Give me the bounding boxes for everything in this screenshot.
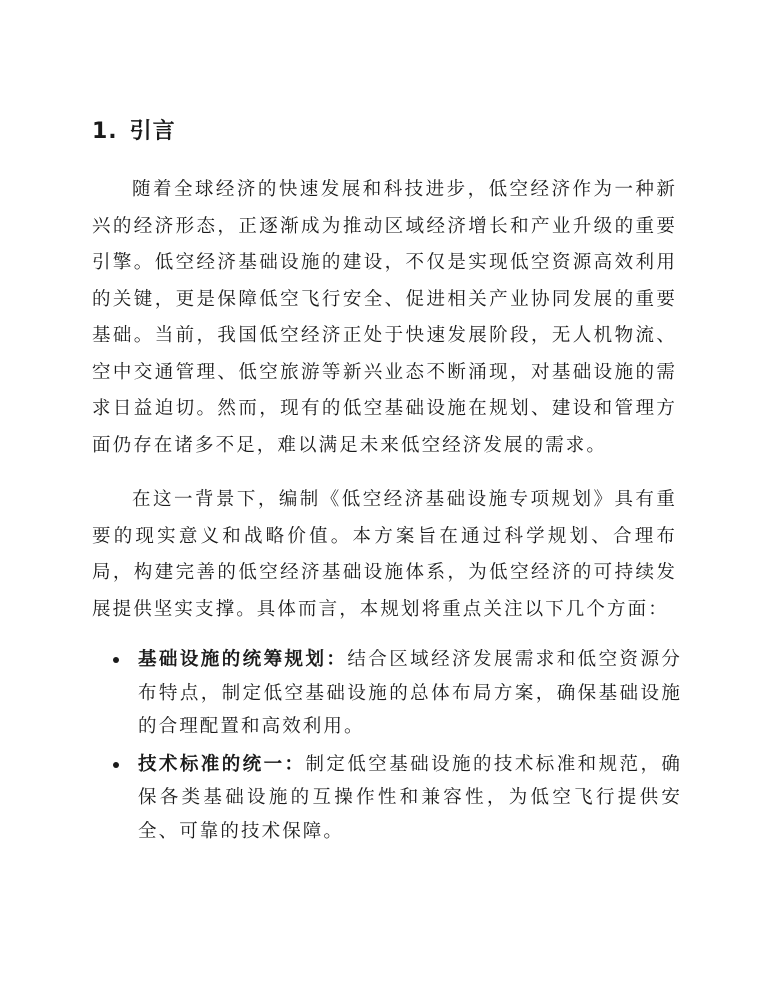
section-title: 引言 [129, 119, 176, 144]
paragraph-background: 在这一背景下，编制《低空经济基础设施专项规划》具有重要的现实意义和战略价值。本方案旨在通过科学规划、合理布局，构建完善的低空经济基础设施体系，为低空经济的可持续发展提供坚实支撑。具体而言，本规划将重点关注以下几个方面： [92, 489, 677, 620]
bullet-text: 制定低空基础设施的技术标准和规范，确保各类基础设施的互操作性和兼容性，为低空飞行提供安全、可靠的技术保障。 [138, 753, 682, 842]
focus-areas-list [92, 643, 682, 852]
bullet-title: 基础设施的统筹规划： [138, 649, 348, 670]
bullet-icon [113, 762, 119, 768]
bullet-title: 技术标准的统一： [138, 753, 306, 775]
bullet-text: 结合区域经济发展需求和低空资源分布特点，制定低空基础设施的总体布局方案，确保基础设施的合理配置和高效利用。 [138, 649, 682, 737]
section-number: 1. [92, 119, 118, 144]
section-heading [92, 114, 176, 145]
bullet-icon [113, 657, 119, 663]
paragraph-intro: 随着全球经济的快速发展和科技进步，低空经济作为一种新兴的经济形态，正逐渐成为推动区域经济增长和产业升级的重要引擎。低空经济基础设施的建设，不仅是实现低空资源高效利用的关键，更是保障低空飞行安全、促进相关产业协同发展的重要基础。当前，我国低空经济正处于快速发展阶段，无人机物流、空中交通管理、低空旅游等新兴业态不断涌现，对基础设施的需求日益迫切。然而，现有的低空基础设施在规划、建设和管理方面仍存在诸多不足，难以满足未来低空经济发展的需求。 [92, 179, 677, 456]
list-item [92, 748, 682, 849]
list-item [92, 643, 682, 744]
